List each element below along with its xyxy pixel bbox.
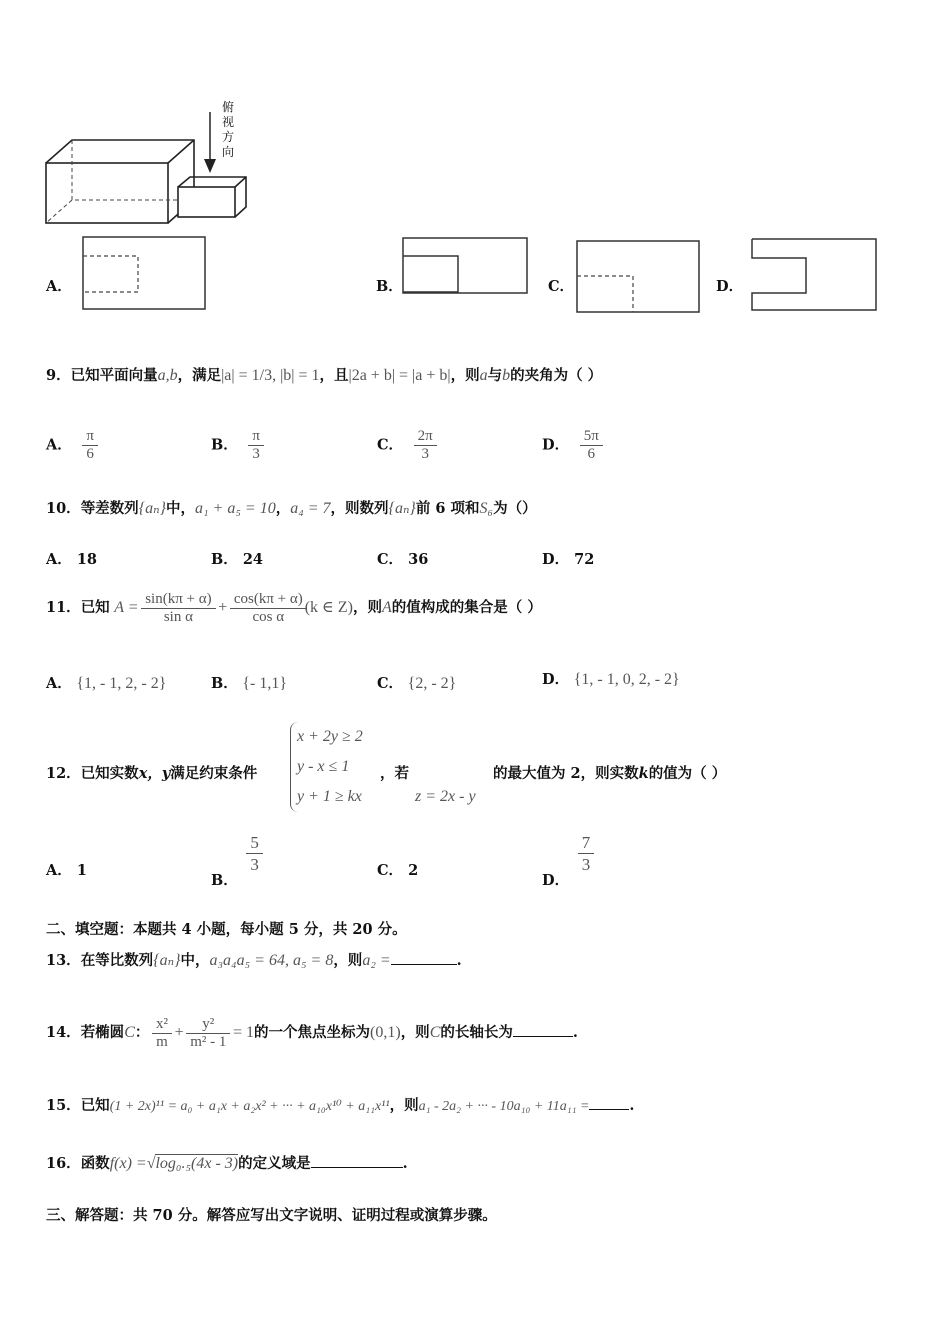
q16-stem: 16．函数f(x) =√log₀.₅(4x - 3)的定义域是 . <box>46 1155 408 1172</box>
q12-option-b[interactable]: B． $\frac{5}{3}$ <box>211 832 261 875</box>
q8-option-d-view <box>750 237 880 313</box>
q8-option-c-view <box>576 240 702 314</box>
q12-stem-left: 12．已知实数x，y满足约束条件 <box>46 765 258 782</box>
q14-answer-blank[interactable] <box>513 1022 573 1037</box>
q8-option-c-label[interactable]: C． <box>548 278 575 295</box>
section-3-heading: 三、解答题：共 70 分。解答应写出文字说明、证明过程或演算步骤。 <box>46 1207 497 1224</box>
q16-answer-blank[interactable] <box>311 1153 403 1168</box>
q8-option-b-label[interactable]: B． <box>376 278 403 295</box>
q12-stem-right: 的最大值为 2，则实数k的值为（ ） <box>493 765 727 782</box>
q11-option-a[interactable]: A． {1, - 1, 2, - 2} <box>46 675 167 692</box>
q11-stem: 11．已知 A = $\frac{\sin(k\pi + \alpha)}{\text{sin α}}$ + $\frac{\cos(k\pi + \alpha)}{\text{cos α}}$ (k ∈ Z)，则A的值构成的集合是（ ） <box>46 590 542 625</box>
direction-label: 俯 视 方 向 <box>222 100 235 159</box>
q10-option-a[interactable]: A． 18 <box>46 551 98 568</box>
q9-option-c[interactable]: C． $\frac{2\pi}{3}$ <box>377 428 435 463</box>
q14-stem: 14．若椭圆C： $\frac{\text{x²}}{m}$ + $\frac{\text{y²}}{\text{m² - 1}}$ = 1的一个焦点坐标为(0,1)，则C的长轴长为 . <box>46 1015 578 1050</box>
q12-constraints: x + 2y ≥ 2 y - x ≤ 1 y + 1 ≥ kx <box>290 722 363 812</box>
q9-option-d[interactable]: D． $\frac{5\pi}{6}$ <box>542 428 601 463</box>
q10-stem: 10．等差数列{aₙ}中，a₁ + a₅ = 10，a₄ = 7，则数列{aₙ}前 6 项和S₆为（） <box>46 500 537 517</box>
section-2-heading: 二、填空题：本题共 4 小题，每小题 5 分，共 20 分。 <box>46 921 407 938</box>
q15-stem: 15．已知(1 + 2x)¹¹ = a₀ + a₁x + a₂x² + ··· + a₁₀x¹⁰ + a₁₁x¹¹，则a₁ - 2a₂ + ··· - 10a₁₀ + 11a₁₁ = . <box>46 1097 635 1114</box>
q9-option-a[interactable]: A． $\frac{\pi}{6}$ <box>46 428 96 463</box>
q13-stem: 13．在等比数列{aₙ}中，a₃a₄a₅ = 64, a₅ = 8，则a₂ = . <box>46 952 462 969</box>
q8-option-b-view <box>402 237 530 295</box>
q8-option-a-label[interactable]: A． <box>46 278 72 295</box>
q9-stem: 9．已知平面向量a,b，满足|a| = 1/3, |b| = 1，且|2a + b| = |a + b|，则a与b的夹角为（ ） <box>46 367 603 384</box>
q10-option-d[interactable]: D． 72 <box>542 551 595 568</box>
q8-option-d-label[interactable]: D． <box>716 278 744 295</box>
q12-if: ，若 <box>380 765 409 782</box>
q15-answer-blank[interactable] <box>589 1095 629 1110</box>
q10-option-c[interactable]: C． 36 <box>377 551 429 568</box>
q11-option-d[interactable]: D． {1, - 1, 0, 2, - 2} <box>542 671 680 688</box>
q12-option-d[interactable]: D． $\frac{7}{3}$ <box>542 832 592 875</box>
q10-option-b[interactable]: B． 24 <box>211 551 264 568</box>
q12-option-a[interactable]: A． 1 <box>46 862 87 879</box>
q12-objective: z = 2x - y <box>415 788 476 805</box>
q8-option-a-view <box>82 236 208 312</box>
q12-option-c[interactable]: C． 2 <box>377 862 419 879</box>
q9-option-b[interactable]: B． $\frac{\pi}{3}$ <box>211 428 262 463</box>
q13-answer-blank[interactable] <box>391 950 457 965</box>
q11-option-b[interactable]: B． {- 1,1} <box>211 675 288 692</box>
q11-option-c[interactable]: C． {2, - 2} <box>377 675 457 692</box>
